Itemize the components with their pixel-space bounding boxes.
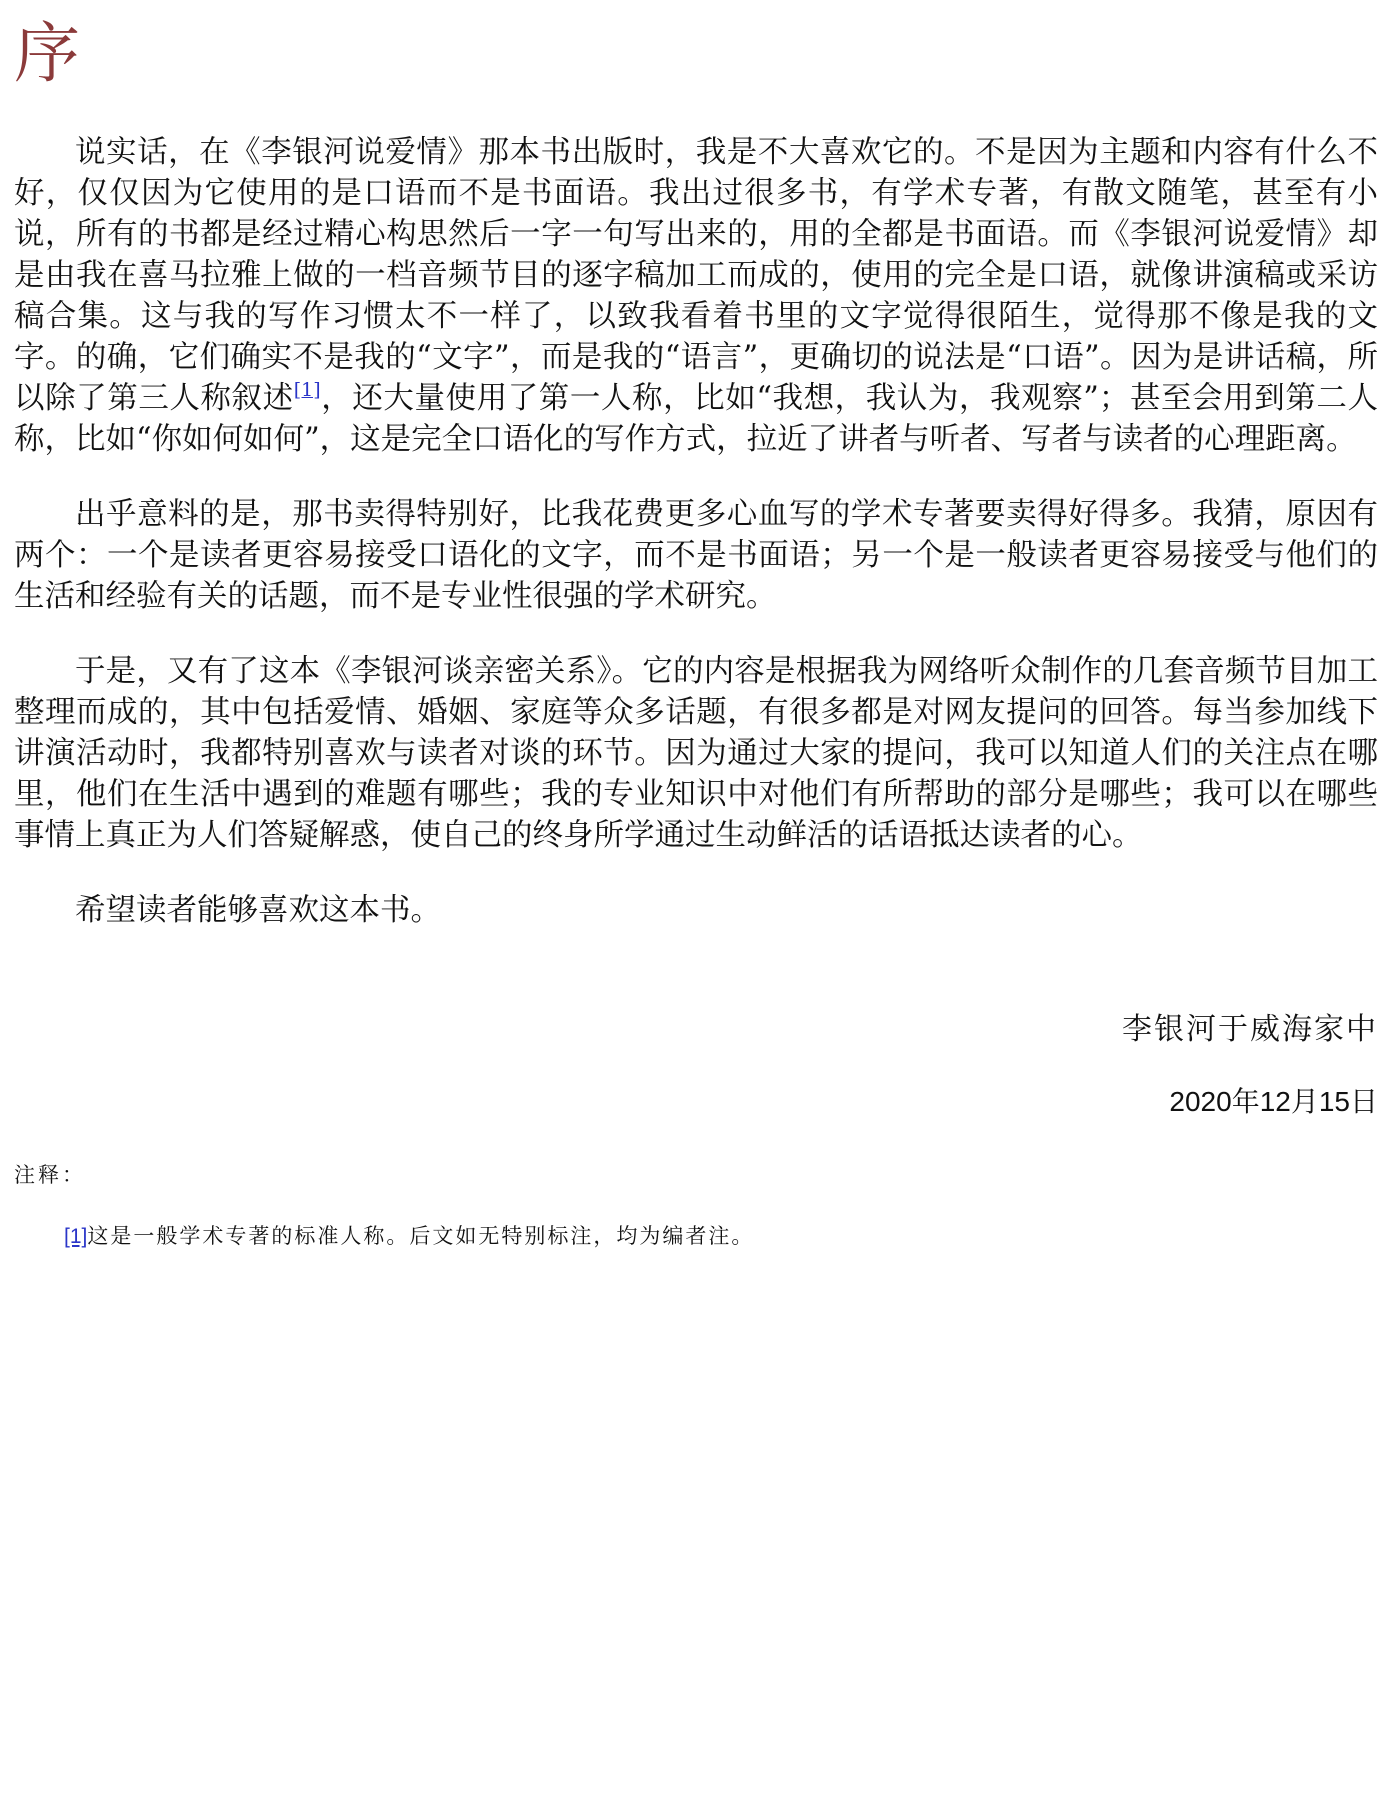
footnote-text: 这是一般学术专著的标准人称。后文如无特别标注，均为编者注。	[87, 1224, 755, 1248]
paragraph-4: 希望读者能够喜欢这本书。	[75, 893, 441, 928]
notes-heading: 注释：	[14, 1163, 86, 1187]
body-text	[14, 132, 1378, 931]
footnote-backlink-1[interactable]: [1]	[64, 1225, 88, 1248]
paragraph-1	[14, 132, 1378, 460]
chapter-title: 序	[14, 15, 80, 92]
paragraph-2: 出乎意料的是，那书卖得特别好，比我花费更多心血写的学术专著要卖得好得多。我猜，原因有两个：一个是读者更容易接受口语化的文字，而不是书面语；另一个是一般读者更容易接受与他们的生活和经验有关的话题，而不是专业性很强的学术研究。	[14, 497, 1378, 614]
footnote-ref-1[interactable]: [1]	[293, 379, 321, 401]
footnote-item	[64, 1221, 754, 1252]
signature-date: 2020年12月15日	[1169, 1086, 1378, 1117]
paragraph-1-text-before-ref: 说实话，在《李银河说爱情》那本书出版时，我是不大喜欢它的。不是因为主题和内容有什么不好，仅仅因为它使用的是口语而不是书面语。我出过很多书，有学术专著，有散文随笔，甚至有小说，所有的书都是经过精心构思然后一字一句写出来的，用的全都是书面语。而《李银河说爱情》却是由我在喜马拉雅上做的一档音频节目的逐字稿加工而成的，使用的完全是口语，就像讲演稿或采访稿合集。这与我的写作习惯太不一样了，以致我看着书里的文字觉得很陌生，觉得那不像是我的文字。的确，它们确实不是我的“文字”，而是我的“语言”，更确切的说法是“口语”。因为是讲话稿，所以除了第三人称叙述	[14, 135, 1378, 416]
paragraph-3: 于是，又有了这本《李银河谈亲密关系》。它的内容是根据我为网络听众制作的几套音频节目加工整理而成的，其中包括爱情、婚姻、家庭等众多话题，有很多都是对网友提问的回答。每当参加线下讲演活动时，我都特别喜欢与读者对谈的环节。因为通过大家的提问，我可以知道人们的关注点在哪里，他们在生活中遇到的难题有哪些；我的专业知识中对他们有所帮助的部分是哪些；我可以在哪些事情上真正为人们答疑解惑，使自己的终身所学通过生动鲜活的话语抵达读者的心。	[14, 654, 1378, 853]
paragraph-1-text-after-ref: ，还大量使用了第一人称，比如“我想，我认为，我观察”；甚至会用到第二人称，比如“你如何如何”，这是完全口语化的写作方式，拉近了讲者与听者、写者与读者的心理距离。	[14, 381, 1379, 457]
author-signature: 李银河于威海家中	[1122, 1012, 1378, 1047]
